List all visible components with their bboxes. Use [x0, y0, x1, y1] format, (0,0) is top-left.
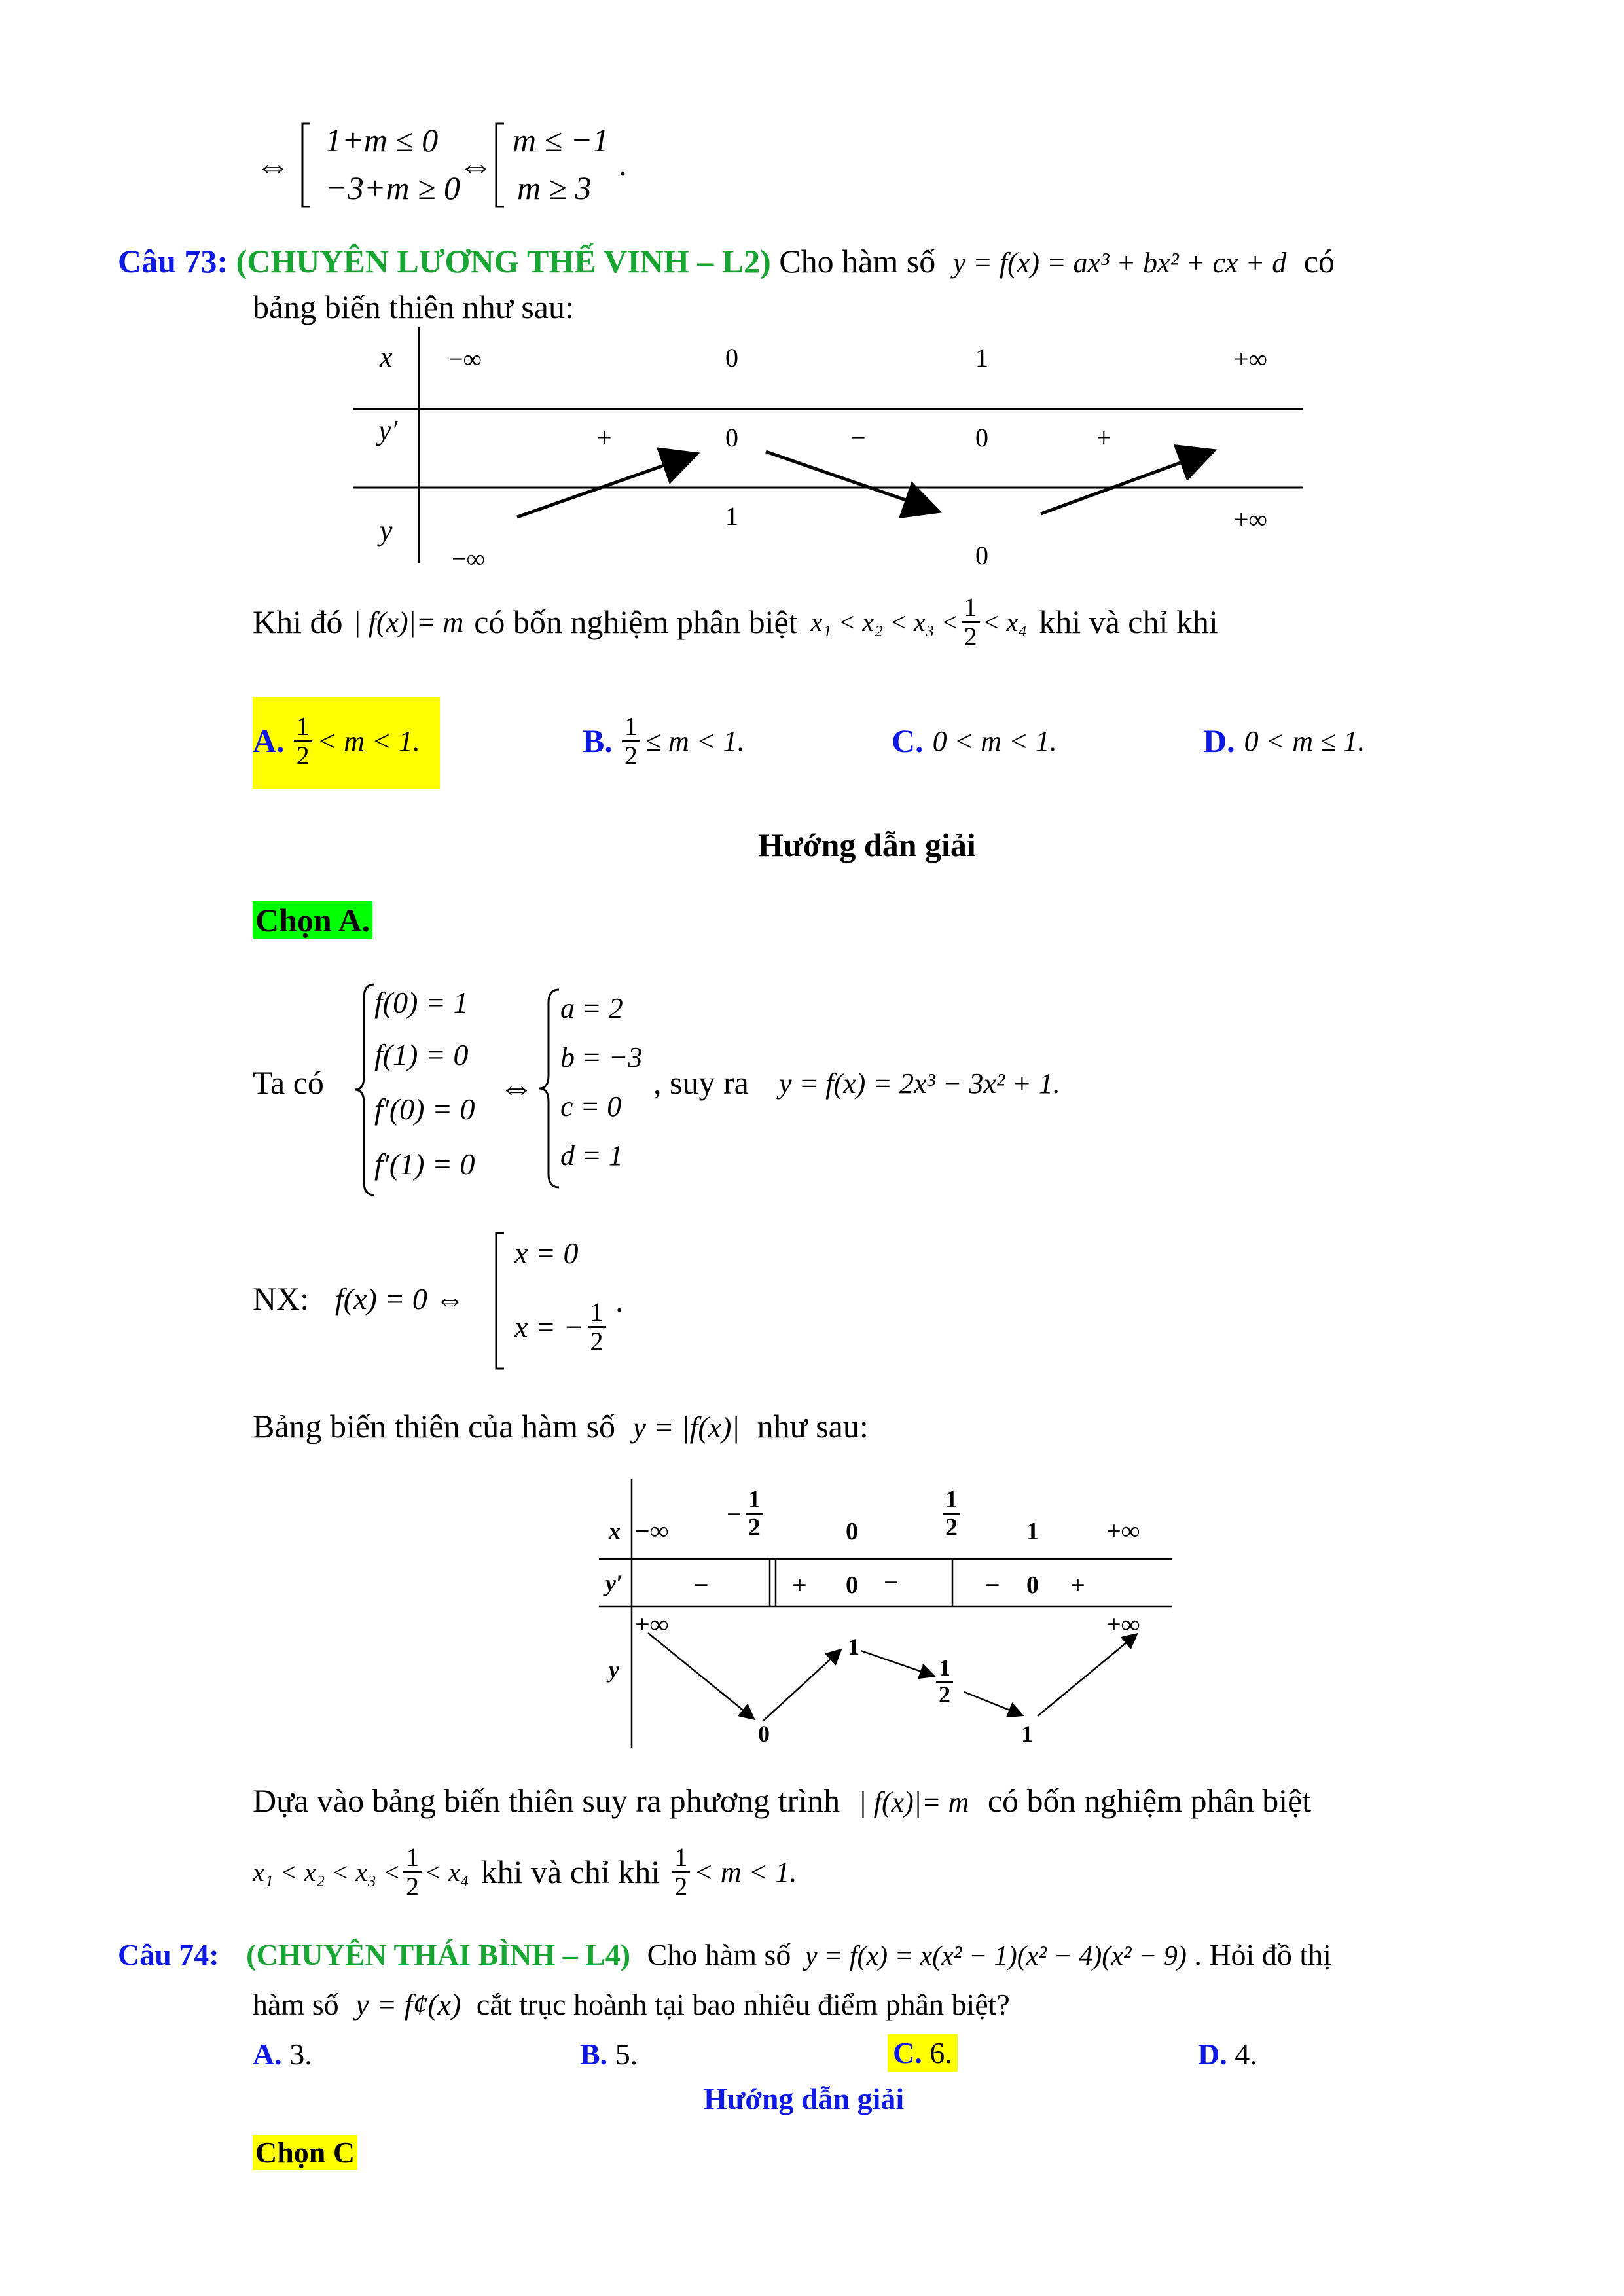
conclusion-end: < m < 1.	[694, 1856, 797, 1888]
frac-den: 2	[674, 1871, 688, 1901]
period: .	[619, 146, 627, 183]
arrow-down-b	[861, 1651, 933, 1676]
table2-y-5: +∞	[1106, 1609, 1140, 1639]
nx-label: NX:	[253, 1280, 310, 1317]
sys2-line-1: b = −3	[560, 1041, 643, 1073]
question-73-intro: Cho hàm số	[779, 243, 936, 279]
table1-x-0: −∞	[448, 344, 482, 374]
bbt-intro	[253, 1407, 869, 1445]
question-74-source: (CHUYÊN THÁI BÌNH – L4)	[246, 1938, 631, 1971]
bracket-right-icon	[492, 121, 508, 209]
q74-option-b-letter: B.	[580, 2037, 608, 2071]
cond-ineq-b: < x₄	[982, 607, 1028, 637]
table1-sign-2: −	[851, 423, 866, 452]
question-74-line2-b: cắt trục hoành tại bao nhiêu điểm phân biệt?	[476, 1988, 1010, 2021]
conclusion-eq: | f(x)|= m	[858, 1786, 969, 1818]
q74-solution-title: Hướng dẫn giải	[704, 2082, 905, 2115]
frac-den: 2	[945, 1513, 958, 1541]
table2-y-label: y	[609, 1657, 619, 1683]
frac-num: 1	[943, 1487, 960, 1515]
option-c[interactable]	[892, 702, 1057, 780]
arrow-down-c	[964, 1692, 1021, 1715]
frac-num: 1	[672, 1844, 690, 1873]
table2-y-3	[936, 1656, 953, 1708]
nx-equation: f(x) = 0 ⇔	[335, 1282, 465, 1316]
table1-x-2: 1	[975, 343, 988, 372]
frac-den: 2	[939, 1681, 950, 1708]
question-74-tail: . Hỏi đồ thị	[1194, 1938, 1331, 1971]
cond-mid: có bốn nghiệm phân biệt	[474, 603, 798, 640]
q74-option-c[interactable]	[888, 2034, 958, 2072]
variation-table-1	[347, 327, 1316, 576]
question-74-intro: Cho hàm số	[647, 1938, 791, 1971]
table2-x-2: 0	[846, 1518, 858, 1545]
table2-sign-2: 0	[846, 1571, 858, 1599]
sys1-line-1: f(1) = 0	[374, 1038, 469, 1071]
conclusion-mid: có bốn nghiệm phân biệt	[987, 1782, 1312, 1819]
conclusion-line-1	[253, 1782, 1311, 1820]
q74-option-a[interactable]	[253, 2037, 312, 2072]
sys1-line-2: f′(0) = 0	[374, 1092, 475, 1126]
cond-eq: | f(x)|= m	[353, 605, 464, 638]
table2-x-1	[727, 1487, 763, 1541]
ta-co: Ta có	[253, 1064, 324, 1101]
sys2-line-3: d = 1	[560, 1139, 623, 1172]
table2-sign-5: 0	[1026, 1571, 1039, 1599]
option-b-text: ≤ m < 1.	[645, 725, 745, 757]
frac-num: 1	[294, 713, 312, 742]
q74-option-d-letter: D.	[1198, 2037, 1227, 2071]
q74-option-a-text: 3.	[289, 2037, 312, 2071]
table1-y-0: −∞	[452, 544, 486, 573]
option-d[interactable]	[1203, 702, 1365, 780]
conclusion-ineq-a: x₁ < x₂ < x₃ <	[253, 1857, 401, 1887]
table2-sign-0: −	[694, 1570, 709, 1600]
question-73-line-1	[118, 242, 1335, 280]
equiv-symbol: ⇔	[255, 146, 291, 185]
frac-den: 2	[296, 740, 310, 770]
equiv-symbol-3: ⇔	[499, 1067, 534, 1107]
table1-sign-4: +	[1096, 423, 1111, 452]
table2-frac-y	[936, 1656, 953, 1708]
brace-right-icon	[537, 987, 563, 1190]
table1-sign-3: 0	[975, 423, 988, 452]
arrow-up-2	[1041, 452, 1211, 514]
case-2-line-1: m ≤ −1	[513, 122, 609, 158]
frac-den: 2	[624, 740, 638, 770]
option-b-letter: B.	[583, 723, 613, 759]
case-1-line-2: −3+m ≥ 0	[325, 170, 461, 206]
option-a-letter: A.	[253, 723, 285, 759]
option-c-letter: C.	[892, 723, 924, 759]
option-a-fraction	[294, 713, 312, 770]
nx-root-2	[514, 1284, 606, 1369]
table2-y-4: 1	[1021, 1721, 1033, 1747]
table2-x-5: +∞	[1106, 1516, 1140, 1545]
arrow-down-1	[766, 452, 936, 511]
conclusion-line-2	[253, 1833, 797, 1911]
question-74-formula: y = f(x) = x(x² − 1)(x² − 4)(x² − 9)	[804, 1941, 1187, 1971]
table2-y-0: +∞	[635, 1609, 669, 1639]
arrow-down-a	[648, 1633, 753, 1718]
bbt-func: y = |f(x)|	[632, 1410, 740, 1444]
table1-x-label: x	[380, 341, 393, 373]
question-73-condition	[253, 583, 1218, 661]
conclusion-frac-2	[672, 1844, 690, 1901]
bbt-end: như sau:	[757, 1408, 869, 1444]
case-1-line-1: 1+m ≤ 0	[325, 122, 439, 158]
table2-frac-neg	[746, 1487, 763, 1541]
suy-ra: , suy ra	[653, 1064, 749, 1101]
table2-y-1: 0	[758, 1721, 770, 1747]
table1-x-3: +∞	[1234, 344, 1268, 374]
conclusion-text: Dựa vào bảng biến thiên suy ra phương trình	[253, 1782, 840, 1819]
table2-x-3	[943, 1487, 960, 1541]
question-74-line-1	[118, 1937, 1331, 1972]
cond-pre: Khi đó	[253, 603, 343, 640]
question-73-source: (CHUYÊN LƯƠNG THẾ VINH – L2)	[236, 243, 771, 279]
table1-sign-0: +	[597, 423, 612, 452]
sys2-line-2: c = 0	[560, 1090, 622, 1122]
option-d-letter: D.	[1203, 723, 1235, 759]
table2-x-0: −∞	[635, 1516, 669, 1545]
q74-option-c-letter: C.	[893, 2036, 922, 2070]
frac-num: 1	[622, 713, 640, 742]
option-a-text: < m < 1.	[317, 725, 420, 757]
question-73-label: Câu 73:	[118, 243, 228, 279]
q74-option-d-text: 4.	[1235, 2037, 1257, 2071]
table2-frac-pos	[943, 1487, 960, 1541]
bbt-intro-text: Bảng biến thiên của hàm số	[253, 1408, 616, 1444]
q74-option-c-text: 6.	[929, 2036, 952, 2070]
table1-y-2: 0	[975, 541, 988, 570]
option-b-fraction	[622, 713, 640, 770]
frac-num: 1	[403, 1844, 422, 1873]
choice-badge: Chọn A.	[253, 901, 372, 939]
frac-num: 1	[936, 1656, 953, 1683]
question-74-line2-f: y = f¢(x)	[355, 1988, 461, 2021]
question-74-label: Câu 74:	[118, 1938, 219, 1971]
sys1-line-0: f(0) = 1	[374, 986, 469, 1019]
table2-x-4: 1	[1026, 1518, 1039, 1545]
table2-sign-1: +	[792, 1570, 807, 1600]
table1-sign-1: 0	[725, 423, 738, 452]
conclusion-mid-2: khi và chỉ khi	[480, 1854, 660, 1890]
question-73-formula: y = f(x) = ax³ + bx² + cx + d	[952, 247, 1287, 279]
q74-option-b-text: 5.	[615, 2037, 638, 2071]
q74-choice-badge: Chọn C	[253, 2135, 357, 2170]
question-73-line-2: bảng biến thiên như sau:	[253, 289, 574, 325]
nx-period: .	[615, 1282, 624, 1319]
option-a[interactable]	[253, 702, 420, 780]
equiv-symbol-2: ⇔	[458, 146, 494, 185]
table1-dy-label: y′	[378, 414, 398, 446]
case-2-line-2: m ≥ 3	[517, 170, 592, 206]
cond-ineq-a: x₁ < x₂ < x₃ <	[810, 607, 959, 637]
frac-den: 2	[748, 1513, 761, 1541]
bracket-nx-icon	[492, 1230, 508, 1371]
cond-fraction	[962, 594, 980, 651]
minus-sign: −	[727, 1499, 742, 1529]
table1-y-label: y	[380, 514, 393, 547]
arrow-up-a	[763, 1651, 840, 1721]
question-74-line2-a: hàm số	[253, 1988, 339, 2021]
table2-sign-3: −	[884, 1568, 899, 1597]
arrow-up-1	[517, 455, 694, 517]
table1-y-1: 1	[725, 501, 738, 531]
question-74-line-2	[253, 1987, 1010, 2022]
variation-table-2	[592, 1479, 1182, 1754]
table2-x-label: x	[609, 1518, 621, 1544]
table2-sign-6: +	[1070, 1570, 1085, 1600]
sys2-line-0: a = 2	[560, 992, 623, 1024]
table1-x-1: 0	[725, 343, 738, 372]
solution-title: Hướng dẫn giải	[758, 827, 976, 863]
option-d-text: 0 < m ≤ 1.	[1244, 725, 1365, 757]
q74-option-b[interactable]	[580, 2037, 638, 2072]
bracket-left-icon	[298, 121, 314, 209]
nx-root-1: x = 0	[514, 1236, 579, 1270]
frac-den: 2	[590, 1326, 604, 1356]
option-c-text: 0 < m < 1.	[932, 725, 1057, 757]
conclusion-frac-1	[403, 1844, 422, 1901]
sys1-line-3: f′(1) = 0	[374, 1147, 475, 1181]
conclusion-ineq-b: < x₄	[424, 1857, 469, 1887]
frac-den: 2	[405, 1871, 419, 1901]
frac-num: 1	[588, 1299, 606, 1328]
frac-den: 2	[964, 621, 977, 651]
cond-end: khi và chỉ khi	[1039, 603, 1218, 640]
result-formula: y = f(x) = 2x³ − 3x² + 1.	[779, 1067, 1060, 1100]
nx-fraction	[588, 1299, 606, 1355]
arrow-up-b	[1038, 1635, 1136, 1716]
q74-option-d[interactable]	[1198, 2037, 1257, 2072]
q74-option-a-letter: A.	[253, 2037, 282, 2071]
table2-sign-4: −	[985, 1570, 1000, 1600]
option-b[interactable]	[583, 702, 744, 780]
table2-dy-label: y′	[605, 1570, 623, 1596]
question-73-tail: có	[1303, 243, 1335, 279]
nx-root-2-text: x = −	[514, 1310, 584, 1344]
table1-y-3: +∞	[1234, 505, 1268, 534]
frac-num: 1	[962, 594, 980, 623]
table2-y-2: 1	[848, 1634, 859, 1660]
frac-num: 1	[746, 1487, 763, 1515]
